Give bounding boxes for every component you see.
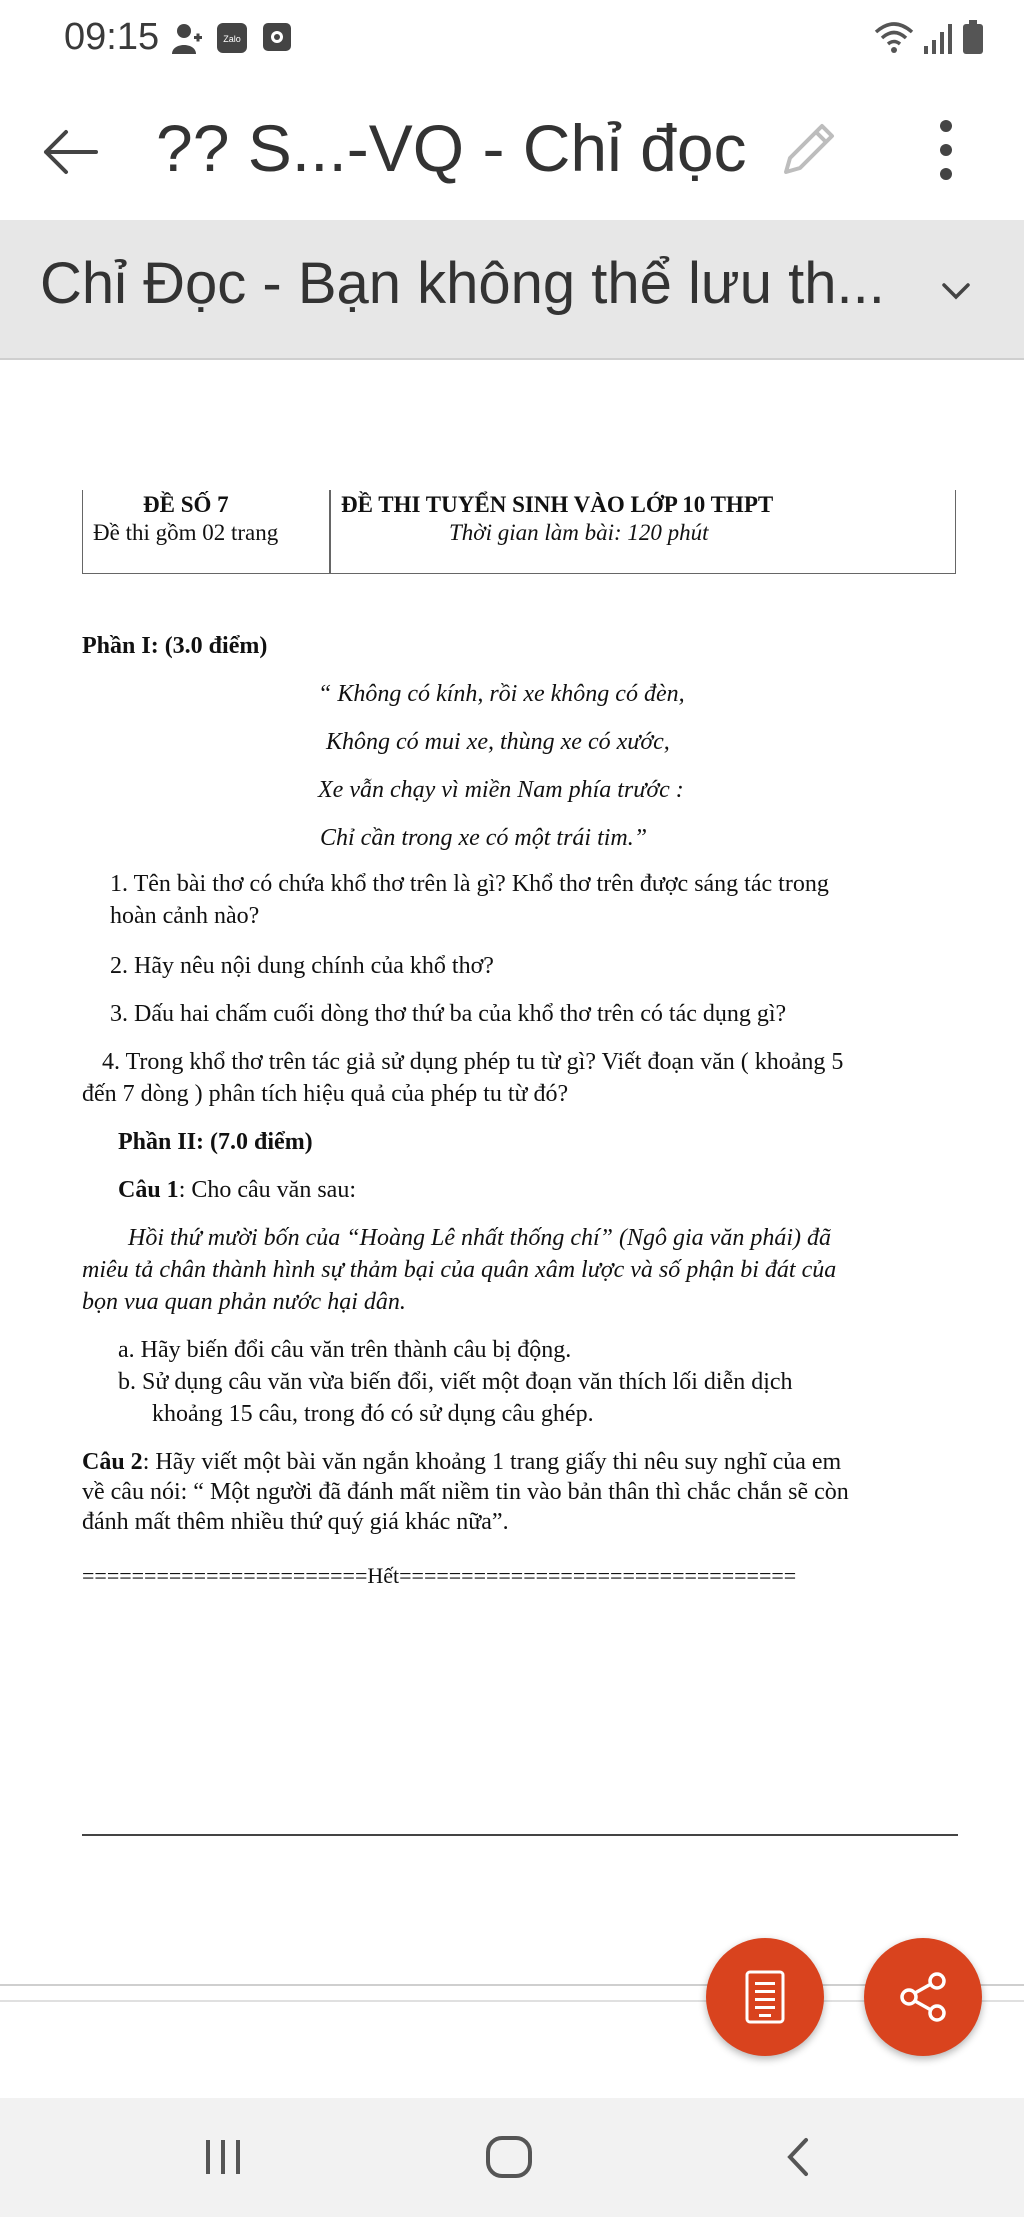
poem-line: “ Không có kính, rồi xe không có đèn,: [318, 681, 685, 707]
exam-time: Thời gian làm bài: 120 phút: [449, 520, 709, 545]
header-table: [82, 490, 956, 574]
edit-pencil-icon[interactable]: [776, 116, 842, 182]
status-bar: [0, 0, 1024, 80]
end-line: =======================Hết================================: [82, 1563, 797, 1588]
part1-heading: Phần I: (3.0 điểm): [82, 633, 268, 659]
page-divider: [82, 1834, 958, 1836]
document-page[interactable]: [0, 362, 1024, 1982]
reader-mode-icon: [745, 1970, 785, 2024]
share-button[interactable]: [864, 1938, 982, 2056]
record-icon: [262, 22, 292, 52]
poem-line: Chỉ cần trong xe có một trái tim.”: [320, 825, 648, 851]
cau2-line: đánh mất thêm nhiều thứ quý giá khác nữa”.: [82, 1509, 509, 1535]
question-1-cont: hoàn cảnh nào?: [110, 903, 260, 929]
cau1-label: Câu 1: [118, 1177, 179, 1203]
zalo-icon: [216, 22, 248, 54]
exam-pages: Đề thi gồm 02 trang: [93, 520, 279, 545]
cau2-text: : Hãy viết một bài văn ngắn khoảng 1 trang giấy thi nêu suy nghĩ của em: [142, 1449, 842, 1475]
exam-number: ĐỀ SỐ 7: [143, 492, 229, 517]
quote-line: bọn vua quan phản nước hại dân.: [82, 1289, 406, 1315]
cau1-text: : Cho câu văn sau:: [178, 1177, 356, 1203]
status-time: 09:15: [64, 16, 160, 58]
cau2-line: về câu nói: “ Một người đã đánh mất niềm tin vào bản thân thì chắc chắn sẽ còn: [82, 1479, 849, 1505]
more-options-icon[interactable]: [928, 114, 964, 186]
exam-title: ĐỀ THI TUYỂN SINH VÀO LỚP 10 THPT: [341, 492, 774, 517]
question-1: 1. Tên bài thơ có chứa khổ thơ trên là gì? Khổ thơ trên được sáng tác trong: [110, 871, 829, 897]
app-bar: [0, 80, 1024, 220]
poem-line: Không có mui xe, thùng xe có xước,: [326, 729, 670, 755]
document-title: ?? S...-VQ - Chỉ đọc: [156, 111, 747, 185]
quote-line: miêu tả chân thành hình sự thảm bại của quân xâm lược và số phận bi đát của: [82, 1257, 837, 1283]
svg-text:Zalo: Zalo: [223, 34, 241, 44]
item-a: a. Hãy biến đổi câu văn trên thành câu bị động.: [118, 1337, 572, 1363]
cau2-label: Câu 2: [82, 1449, 143, 1475]
poem-line: Xe vẫn chạy vì miền Nam phía trước :: [318, 777, 684, 803]
chevron-down-icon[interactable]: [938, 276, 974, 306]
question-2: 2. Hãy nêu nội dung chính của khổ thơ?: [110, 953, 494, 979]
signal-icon: [924, 24, 952, 54]
wifi-icon: [874, 20, 914, 54]
recents-icon[interactable]: [200, 2134, 246, 2180]
question-4-cont: đến 7 dòng ) phân tích hiệu quả của phép tu từ đó?: [82, 1081, 569, 1107]
part2-heading: Phần II: (7.0 điểm): [118, 1129, 313, 1155]
reader-mode-button[interactable]: [706, 1938, 824, 2056]
back-icon[interactable]: [778, 2134, 818, 2180]
share-icon: [895, 1969, 951, 2025]
item-b: b. Sử dụng câu văn vừa biến đổi, viết một đoạn văn thích lối diễn dịch: [118, 1369, 793, 1395]
item-b-cont: khoảng 15 câu, trong đó có sử dụng câu ghép.: [152, 1401, 594, 1427]
cau1-line: [118, 1174, 356, 1206]
home-icon[interactable]: [484, 2134, 534, 2180]
battery-icon: [962, 20, 984, 54]
back-arrow-icon[interactable]: [38, 120, 102, 184]
question-4: 4. Trong khổ thơ trên tác giả sử dụng phép tu từ gì? Viết đoạn văn ( khoảng 5: [102, 1049, 844, 1075]
read-only-banner[interactable]: [0, 220, 1024, 360]
quote-line: Hồi thứ mười bốn của “Hoàng Lê nhất thống chí” (Ngô gia văn phái) đã: [128, 1225, 831, 1251]
question-3: 3. Dấu hai chấm cuối dòng thơ thứ ba của khổ thơ trên có tác dụng gì?: [110, 1001, 787, 1027]
person-add-icon: [172, 22, 202, 56]
system-nav-bar: [0, 2098, 1024, 2217]
banner-text: Chỉ Đọc - Bạn không thể lưu th...: [40, 251, 885, 316]
cau2-line: [82, 1446, 841, 1478]
